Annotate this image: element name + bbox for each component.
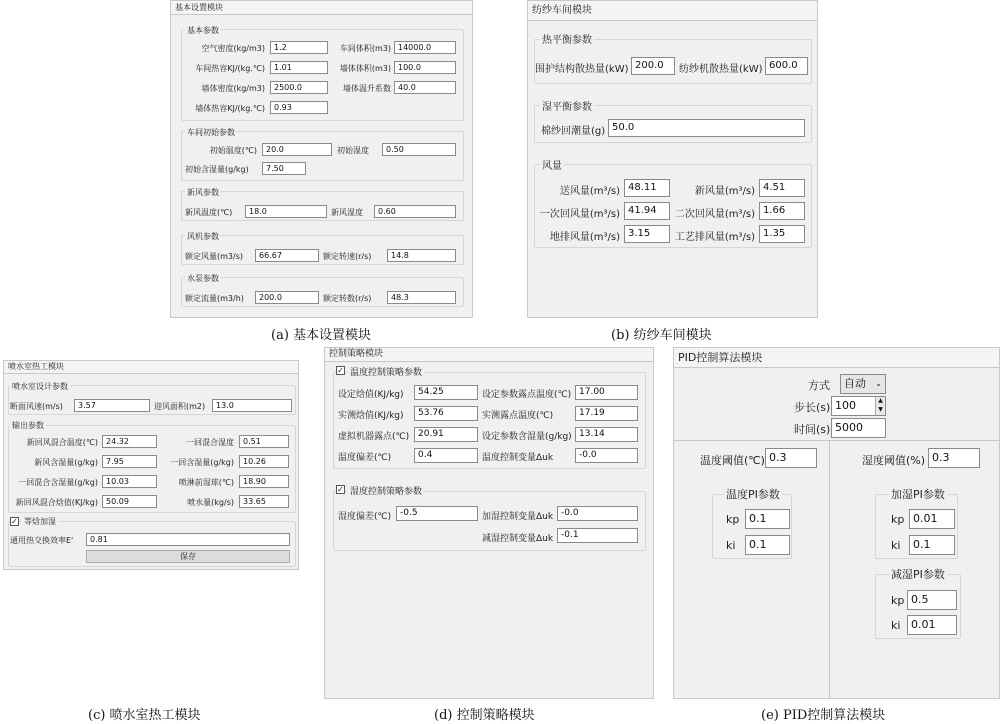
mix1-moisture-input[interactable]: 10.26 [239,455,289,468]
init-moisture-label: 初始含湿量(g/kg) [185,165,249,174]
time-input[interactable]: 5000 [831,418,886,438]
air-density-input[interactable]: 1.2 [270,41,328,54]
temp-ctrl-input[interactable]: -0.0 [575,448,638,463]
humidify-kp-input[interactable]: 0.01 [909,509,955,529]
group-label: 风量 [540,157,564,172]
group-label: 温度PI参数 [726,488,780,501]
dehumidify-ki-input[interactable]: 0.01 [907,615,957,635]
mix-enthalpy-label: 新回风混合焓值(KJ/kg) [15,498,98,507]
spray-chamber-window [3,360,299,570]
pid-algorithm-window [673,347,1000,699]
yarn-regain-input[interactable]: 50.0 [608,119,805,137]
init-humidity-input[interactable]: 0.50 [382,143,456,156]
group-label: 温度控制策略参数 [348,365,424,378]
hum-threshold-input[interactable]: 0.3 [928,448,980,468]
humidity-strategy-checkbox[interactable]: ✓ [337,485,344,494]
process-exhaust-input[interactable]: 1.35 [759,225,805,243]
step-label: 步长(s) [794,401,831,414]
virtual-dew-input[interactable]: 20.91 [414,427,478,442]
face-area-label: 迎风面积(m2) [154,402,206,411]
pump-flow-label: 额定流量(m3/h) [185,294,244,303]
spinning-workshop-window [527,0,818,318]
mix-temp-label: 新回风混合温度(℃) [26,438,98,447]
dehumidify-kp-input[interactable]: 0.5 [907,590,957,610]
fresh-humidity-input[interactable]: 0.60 [374,205,456,218]
control-strategy-window [324,347,654,699]
dehumidify-label: 减湿控制变量Δuk [482,534,554,544]
primary-return-label: 一次回风量(m³/s) [539,209,620,220]
secondary-return-label: 二次回风量(m³/s) [674,209,755,220]
step-spinbox[interactable] [831,396,886,416]
spin-up-icon[interactable]: ▲ [875,397,885,406]
face-area-input[interactable]: 13.0 [212,399,292,412]
mode-value: 自动 [844,377,866,390]
group-label: 输出参数 [12,421,44,430]
envelope-heat-input[interactable]: 200.0 [631,57,675,75]
room-volume-label: 车间体积(m3) [339,44,391,53]
fresh-humidity-label: 新风湿度 [331,208,363,217]
window-title: PID控制算法模块 [674,348,999,368]
meas-enthalpy-input[interactable]: 53.76 [414,406,478,421]
group-label: 热平衡参数 [540,31,594,46]
init-moisture-input[interactable]: 7.50 [262,162,306,175]
wall-temp-coef-label: 墙体温升系数 [343,84,391,93]
window-title: 基本设置模块 [171,1,472,15]
mix-enthalpy-input[interactable]: 50.09 [102,495,157,508]
fresh-air-input[interactable]: 4.51 [759,179,805,197]
group-label: 减湿PI参数 [891,568,945,581]
save-button[interactable]: 保存 [86,550,290,563]
mix1-humidity-label: 一回混合湿度 [186,438,234,447]
basic-settings-window [170,0,473,318]
virtual-dew-label: 虚拟机器露点(℃) [338,432,410,442]
mix1-humidity-input[interactable]: 0.51 [239,435,289,448]
hum-dev-label: 湿度偏差(℃) [338,512,392,522]
group-label: 湿平衡参数 [540,98,594,113]
efficiency-label: 通用热交换效率E' [10,536,74,545]
supply-air-input[interactable]: 48.11 [624,179,670,197]
supply-air-label: 送风量(m³/s) [559,186,620,197]
mix-temp-input[interactable]: 24.32 [102,435,157,448]
spray-wetbulb-label: 喷淋前湿球(℃) [178,478,234,487]
dehumidify-ki-label: ki [891,619,901,632]
humidify-ki-label: ki [891,539,901,552]
hum-dev-input[interactable]: -0.5 [396,506,478,521]
mix1-moisture2-input[interactable]: 10.03 [102,475,157,488]
group-label: 基本参数 [187,26,219,35]
fresh-temp-input[interactable]: 18.0 [245,205,327,218]
fresh-moisture-label: 新风含湿量(g/kg) [34,458,98,467]
dehumidify-input[interactable]: -0.1 [557,528,638,543]
temp-ki-label: ki [726,539,736,552]
mode-select[interactable] [840,374,886,394]
caption-e: (e) PID控制算法模块 [761,708,886,723]
init-temp-input[interactable]: 20.0 [262,143,332,156]
temp-strategy-checkbox[interactable]: ✓ [337,366,344,375]
primary-return-input[interactable]: 41.94 [624,202,670,220]
meas-dew-label: 实测露点温度(℃) [482,411,554,421]
envelope-heat-label: 围护结构散热量(kW) [535,64,629,75]
fresh-temp-label: 新风温度(℃) [185,208,233,217]
init-humidity-label: 初始湿度 [337,146,369,155]
secondary-return-input[interactable]: 1.66 [759,202,805,220]
dehumidify-kp-label: kp [891,594,905,607]
fresh-air-label: 新风量(m³/s) [694,186,755,197]
efficiency-input[interactable]: 0.81 [86,533,290,546]
set-moisture-label: 设定参数含湿量(g/kg) [482,432,572,442]
time-label: 时间(s) [794,423,831,436]
wall-heat-label: 墙体热容KJ/(kg.℃) [195,104,265,113]
wall-density-label: 墙体密度(kg/m3) [201,84,265,93]
group-label: 新风参数 [187,188,219,197]
wall-volume-label: 墙体体积(m3) [339,64,391,73]
temp-threshold-label: 温度阈值(℃) [700,454,765,467]
water-flow-input[interactable]: 33.65 [239,495,289,508]
mix1-moisture2-label: 一回混合含湿量(g/kg) [18,478,98,487]
group-label: 湿度控制策略参数 [348,484,424,497]
hum-threshold-label: 湿度阈值(%) [862,454,926,467]
temp-kp-input[interactable]: 0.1 [745,509,790,529]
group-label: 加湿PI参数 [891,488,945,501]
group-label: 风机参数 [187,232,219,241]
divider-vertical [829,441,830,698]
mode-label: 方式 [808,379,830,392]
group-label: 车间初始参数 [187,128,235,137]
caption-b: (b) 纺纱车间模块 [611,328,712,343]
machine-heat-input[interactable]: 600.0 [765,57,808,75]
step-value: 100 [835,399,856,412]
temp-dev-label: 温度偏差(℃) [338,453,392,463]
init-temp-label: 初始温度(℃) [209,146,257,155]
humidify-ki-input[interactable]: 0.1 [909,535,955,555]
group-label: 水泵参数 [187,274,219,283]
chevron-down-icon: ⌄ [875,379,882,388]
spin-down-icon[interactable]: ▼ [875,406,885,415]
room-heat-label: 车间热容KJ/(kg.℃) [195,64,265,73]
set-enthalpy-label: 设定焓值(KJ/kg) [338,390,404,400]
temp-threshold-input[interactable]: 0.3 [765,448,817,468]
mix1-moisture-label: 一回含湿量(g/kg) [170,458,234,467]
fresh-moisture-input[interactable]: 7.95 [102,455,157,468]
fan-speed-label: 额定转速(r/s) [323,252,372,261]
humidify-kp-label: kp [891,513,905,526]
group-label: 喷水室设计参数 [12,382,68,391]
wall-volume-input[interactable]: 100.0 [394,61,456,74]
meas-dew-input[interactable]: 17.19 [575,406,638,421]
fan-flow-label: 额定风量(m3/s) [185,252,243,261]
water-flow-label: 喷水量(kg/s) [187,498,234,507]
temp-ctrl-label: 温度控制变量Δuk [482,453,554,463]
set-dew-label: 设定参数露点温度(℃) [482,390,572,400]
meas-enthalpy-label: 实测焓值(KJ/kg) [338,411,404,421]
window-title: 喷水室热工模块 [4,361,298,374]
pump-speed-label: 额定转数(r/s) [323,294,372,303]
caption-a: (a) 基本设置模块 [271,328,372,343]
room-volume-input[interactable]: 14000.0 [394,41,456,54]
window-title: 控制策略模块 [325,348,653,362]
window-title: 纺纱车间模块 [528,1,817,21]
wall-temp-coef-input[interactable]: 40.0 [394,81,456,94]
fan-speed-input[interactable]: 14.8 [387,249,456,262]
machine-heat-label: 纺纱机散热量(kW) [679,64,763,75]
process-exhaust-label: 工艺排风量(m³/s) [674,232,755,243]
enthalpy-humidify-checkbox[interactable]: ✓ [11,517,18,526]
set-enthalpy-input[interactable]: 54.25 [414,385,478,400]
floor-exhaust-label: 地排风量(m³/s) [549,232,620,243]
humidify-label: 加湿控制变量Δuk [482,512,554,522]
air-density-label: 空气密度(kg/m3) [201,44,265,53]
temp-kp-label: kp [726,513,740,526]
room-heat-input[interactable]: 1.01 [270,61,328,74]
temp-dev-input[interactable]: 0.4 [414,448,478,463]
floor-exhaust-input[interactable]: 3.15 [624,225,670,243]
caption-c: (c) 喷水室热工模块 [88,708,201,723]
pump-flow-input[interactable]: 200.0 [255,291,319,304]
set-moisture-input[interactable]: 13.14 [575,427,638,442]
spray-wetbulb-input[interactable]: 18.90 [239,475,289,488]
caption-d: (d) 控制策略模块 [434,708,535,723]
yarn-regain-label: 棉纱回潮量(g) [541,126,606,137]
section-speed-label: 断面风速(m/s) [10,402,63,411]
section-speed-input[interactable]: 3.57 [74,399,150,412]
wall-heat-input[interactable]: 0.93 [270,101,328,114]
fan-flow-input[interactable]: 66.67 [255,249,319,262]
temp-ki-input[interactable]: 0.1 [745,535,790,555]
pump-speed-input[interactable]: 48.3 [387,291,456,304]
humidify-input[interactable]: -0.0 [557,506,638,521]
wall-density-input[interactable]: 2500.0 [270,81,328,94]
set-dew-input[interactable]: 17.00 [575,385,638,400]
group-label: 等焓加湿 [24,517,56,526]
divider-horizontal [674,440,999,441]
